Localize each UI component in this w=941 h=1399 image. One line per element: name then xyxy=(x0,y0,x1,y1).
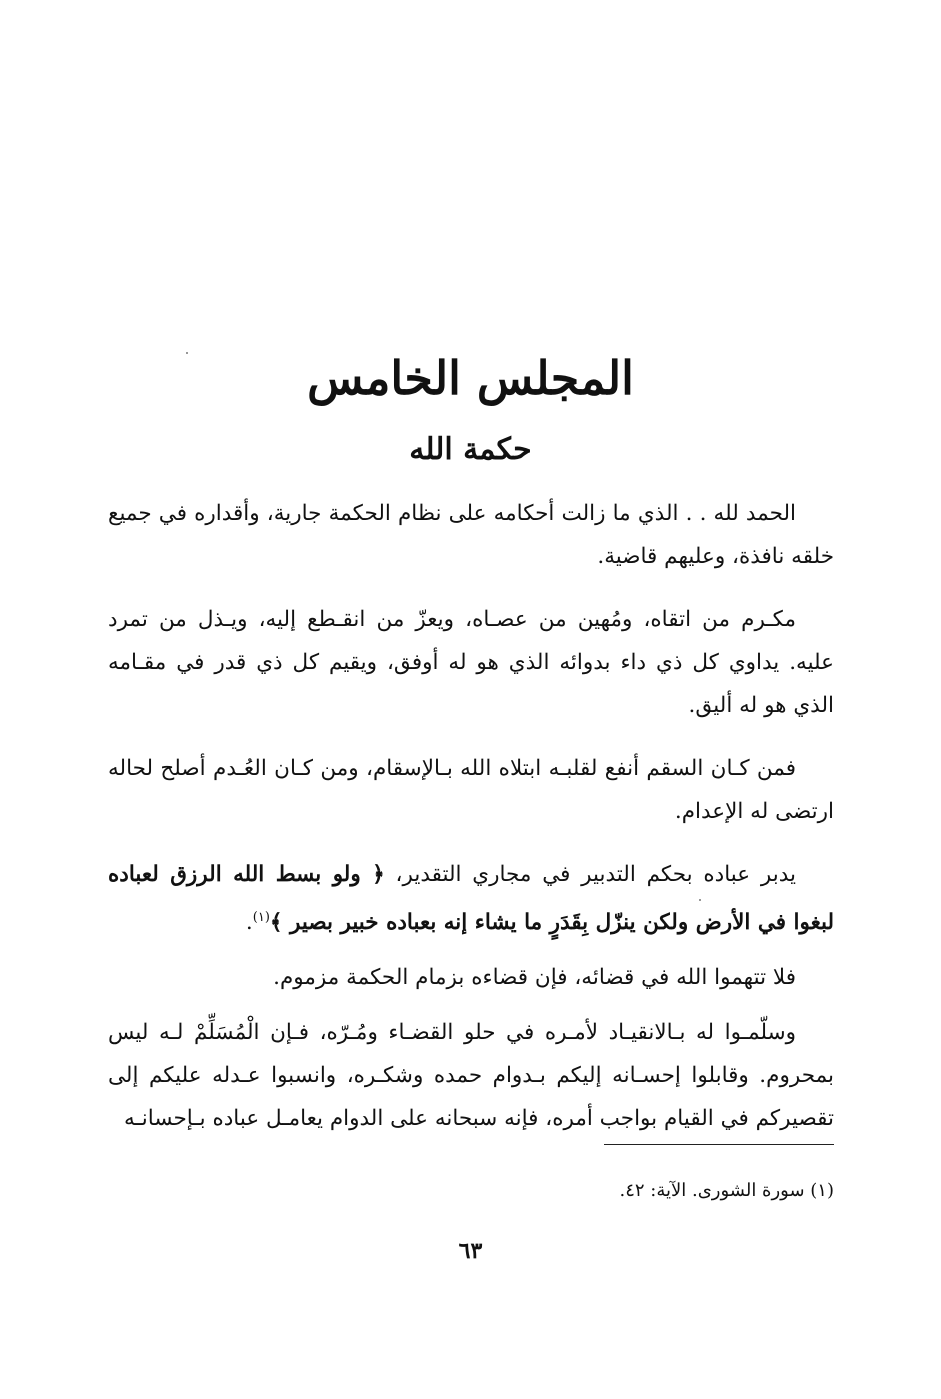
paragraph-4 xyxy=(108,853,834,944)
page-number: ٦٣ xyxy=(458,1238,483,1264)
footnote-reference: (١) xyxy=(252,910,270,925)
paragraph-3: فمن كـان السقم أنفع لقلبـه ابتلاه الله بـالإسقام، ومن كـان العُـدم أصلح لحاله ارتضى له الإعدام. xyxy=(108,756,834,824)
body-text xyxy=(108,492,834,1160)
chapter-subtitle: حكمة الله xyxy=(409,432,532,467)
paragraph-4-end: . xyxy=(245,910,253,936)
paragraph-4-lead: يدبر عباده بحكم التدبير في مجاري التقدير، xyxy=(384,862,796,887)
paragraph-6: وسلّمـوا له بـالانقيـاد لأمـره في حلو القضـاء ومُـرّه، فـإن الْمُسَلِّمْ لـه ليس بمحروم. وقابلوا إحسـانه إليكم بـدوام حمده وشكـره، وانسبوا عـدله عليكم إلى تقصيركم في القيام بواجب أمره، فإنه سبحانه على الدوام يعامـل عباده بـإحسانـه xyxy=(108,1020,834,1132)
paragraph-2: مكـرم من اتقاه، ومُهين من عصـاه، ويعزّ من انقـطع إليه، ويـذل من تمرد عليه. يداوي كل ذي داء بدوائه الذي هو له أوفق، ويقيم كل ذي قدر في مقـامه الذي هو له أليق. xyxy=(108,607,834,718)
footnote: (١) سورة الشورى. الآية: ٤٢. xyxy=(619,1180,834,1201)
chapter-title: المجلس الخامس xyxy=(307,351,634,405)
quran-verse: ﴿ ولو بسط الله الرزق لعباده لبغوا في الأرض ولكن ينزّل بِقَدَرٍ ما يشاء إنه بعباده خبير بصير ﴾ xyxy=(108,862,834,936)
footnote-separator xyxy=(604,1144,834,1145)
paragraph-5: فلا تتهموا الله في قضائه، فإن قضاءه بزمام الحكمة مزموم. xyxy=(273,965,796,991)
paragraph-1: الحمد لله . . الذي ما زالت أحكامه على نظام الحكمة جارية، وأقداره في جميع خلقه نافذة، وعليهم قاضية. xyxy=(108,501,834,569)
